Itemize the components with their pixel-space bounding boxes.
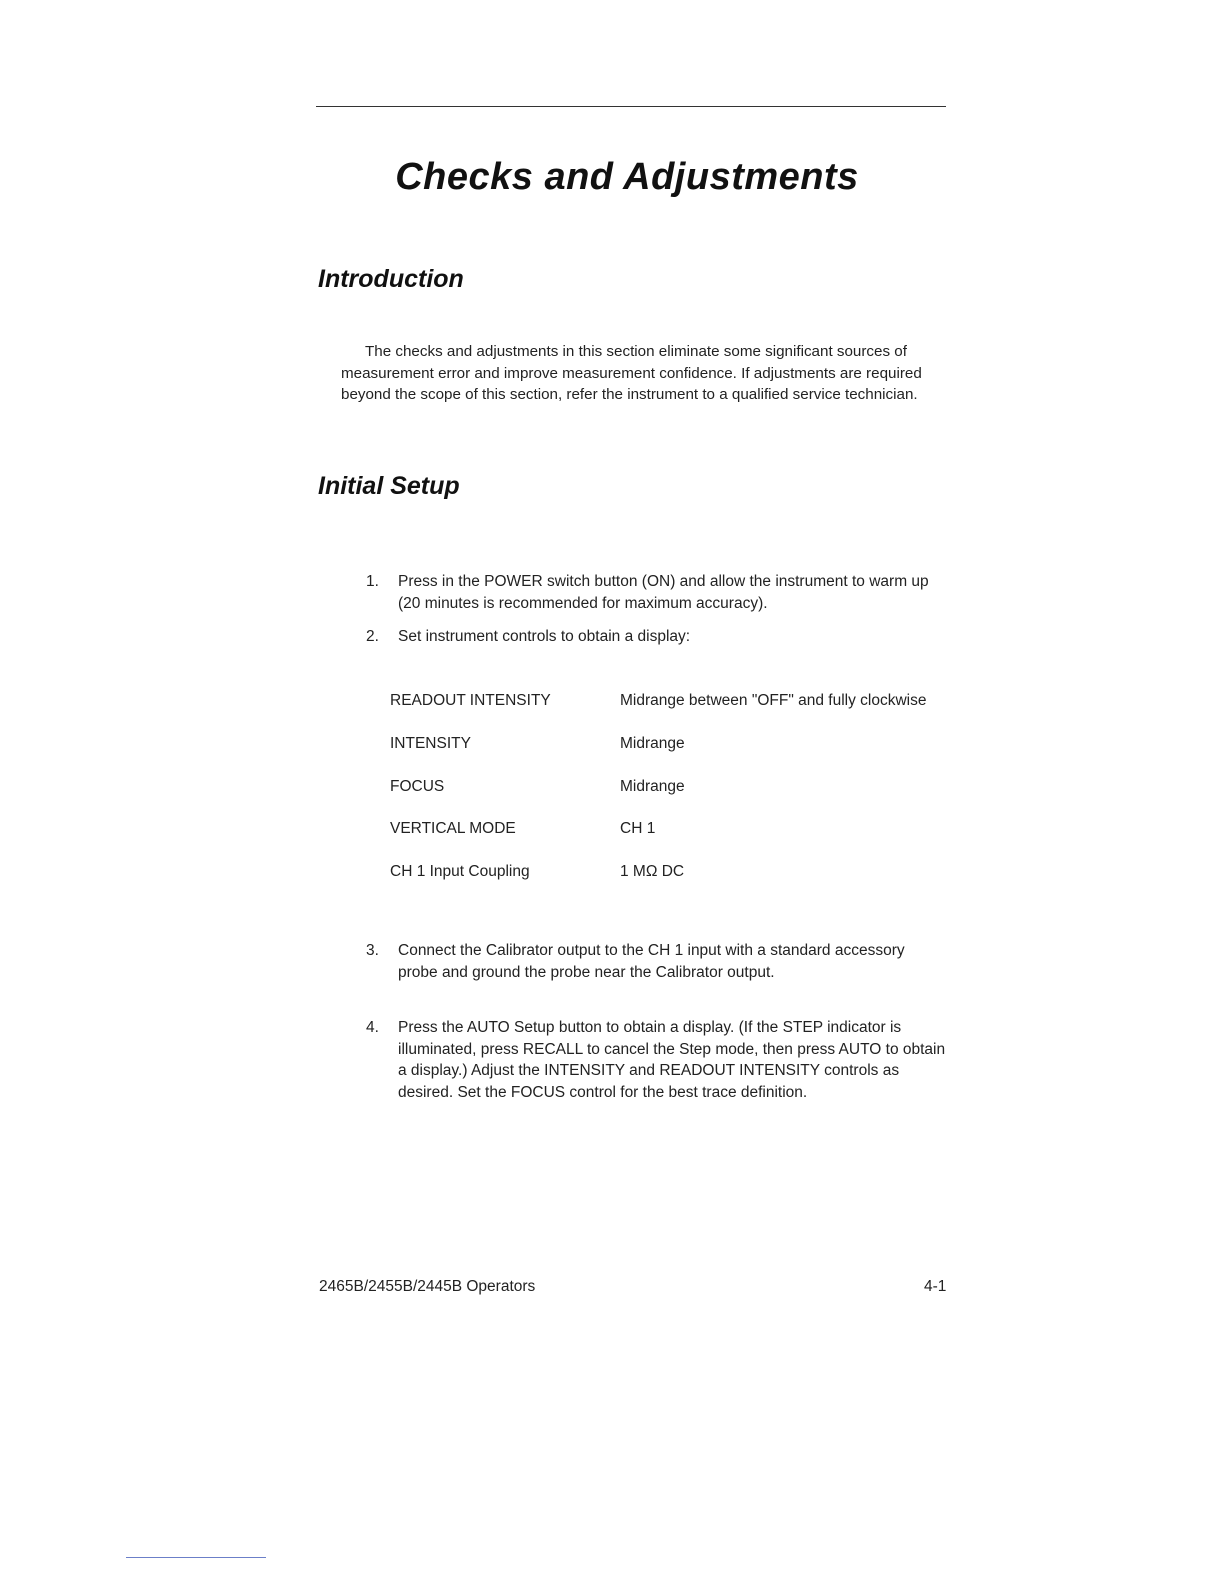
header-rule [316, 106, 946, 107]
initial-setup-heading: Initial Setup [318, 472, 460, 500]
setup-step-1 [366, 571, 946, 614]
setting-control: INTENSITY [390, 734, 471, 752]
setting-value: Midrange between "OFF" and fully clockwise [620, 692, 927, 709]
setup-step-2 [366, 626, 946, 648]
setting-value: 1 MΩ DC [620, 863, 685, 881]
setting-control: FOCUS [390, 777, 445, 795]
footer-page-number: 4-1 [924, 1278, 947, 1295]
step-number: 3. [366, 942, 379, 959]
setting-control: VERTICAL MODE [390, 820, 516, 838]
step-text: Set instrument controls to obtain a display: [398, 628, 691, 645]
scan-artifact-line [126, 1557, 266, 1558]
introduction-paragraph: The checks and adjustments in this section eliminate some significant sources of measurement error and improve measurement confidence. If adjustments are required beyond the scope of this section, refer the instrument to a qualified service technician. [341, 343, 922, 404]
step-text: Connect the Calibrator output to the CH 1 input with a standard accessory probe and ground the probe near the Calibrator output. [398, 942, 905, 981]
page-title: Checks and Adjustments [395, 156, 859, 198]
step-number: 1. [366, 573, 379, 590]
setting-control: READOUT INTENSITY [390, 692, 551, 709]
setup-step-4 [366, 1017, 946, 1103]
setup-step-3 [366, 940, 946, 983]
introduction-heading: Introduction [318, 265, 464, 293]
step-text: Press in the POWER switch button (ON) and allow the instrument to warm up (20 minutes is recommended for maximum accuracy). [398, 573, 929, 612]
step-number: 4. [366, 1019, 379, 1036]
setting-value: Midrange [620, 734, 685, 752]
setting-control: CH 1 Input Coupling [390, 863, 530, 881]
step-number: 2. [366, 628, 379, 645]
setting-value: CH 1 [620, 820, 656, 838]
footer-manual-title: 2465B/2455B/2445B Operators [319, 1278, 536, 1295]
step-text: Press the AUTO Setup button to obtain a display. (If the STEP indicator is illuminated, press RECALL to cancel the Step mode, then press AUTO to obtain a display.) Adjust the INTENSITY and READOUT INTENSITY controls as desired. Set the FOCUS control for the best trace definition. [398, 1019, 946, 1101]
setting-value: Midrange [620, 777, 685, 795]
